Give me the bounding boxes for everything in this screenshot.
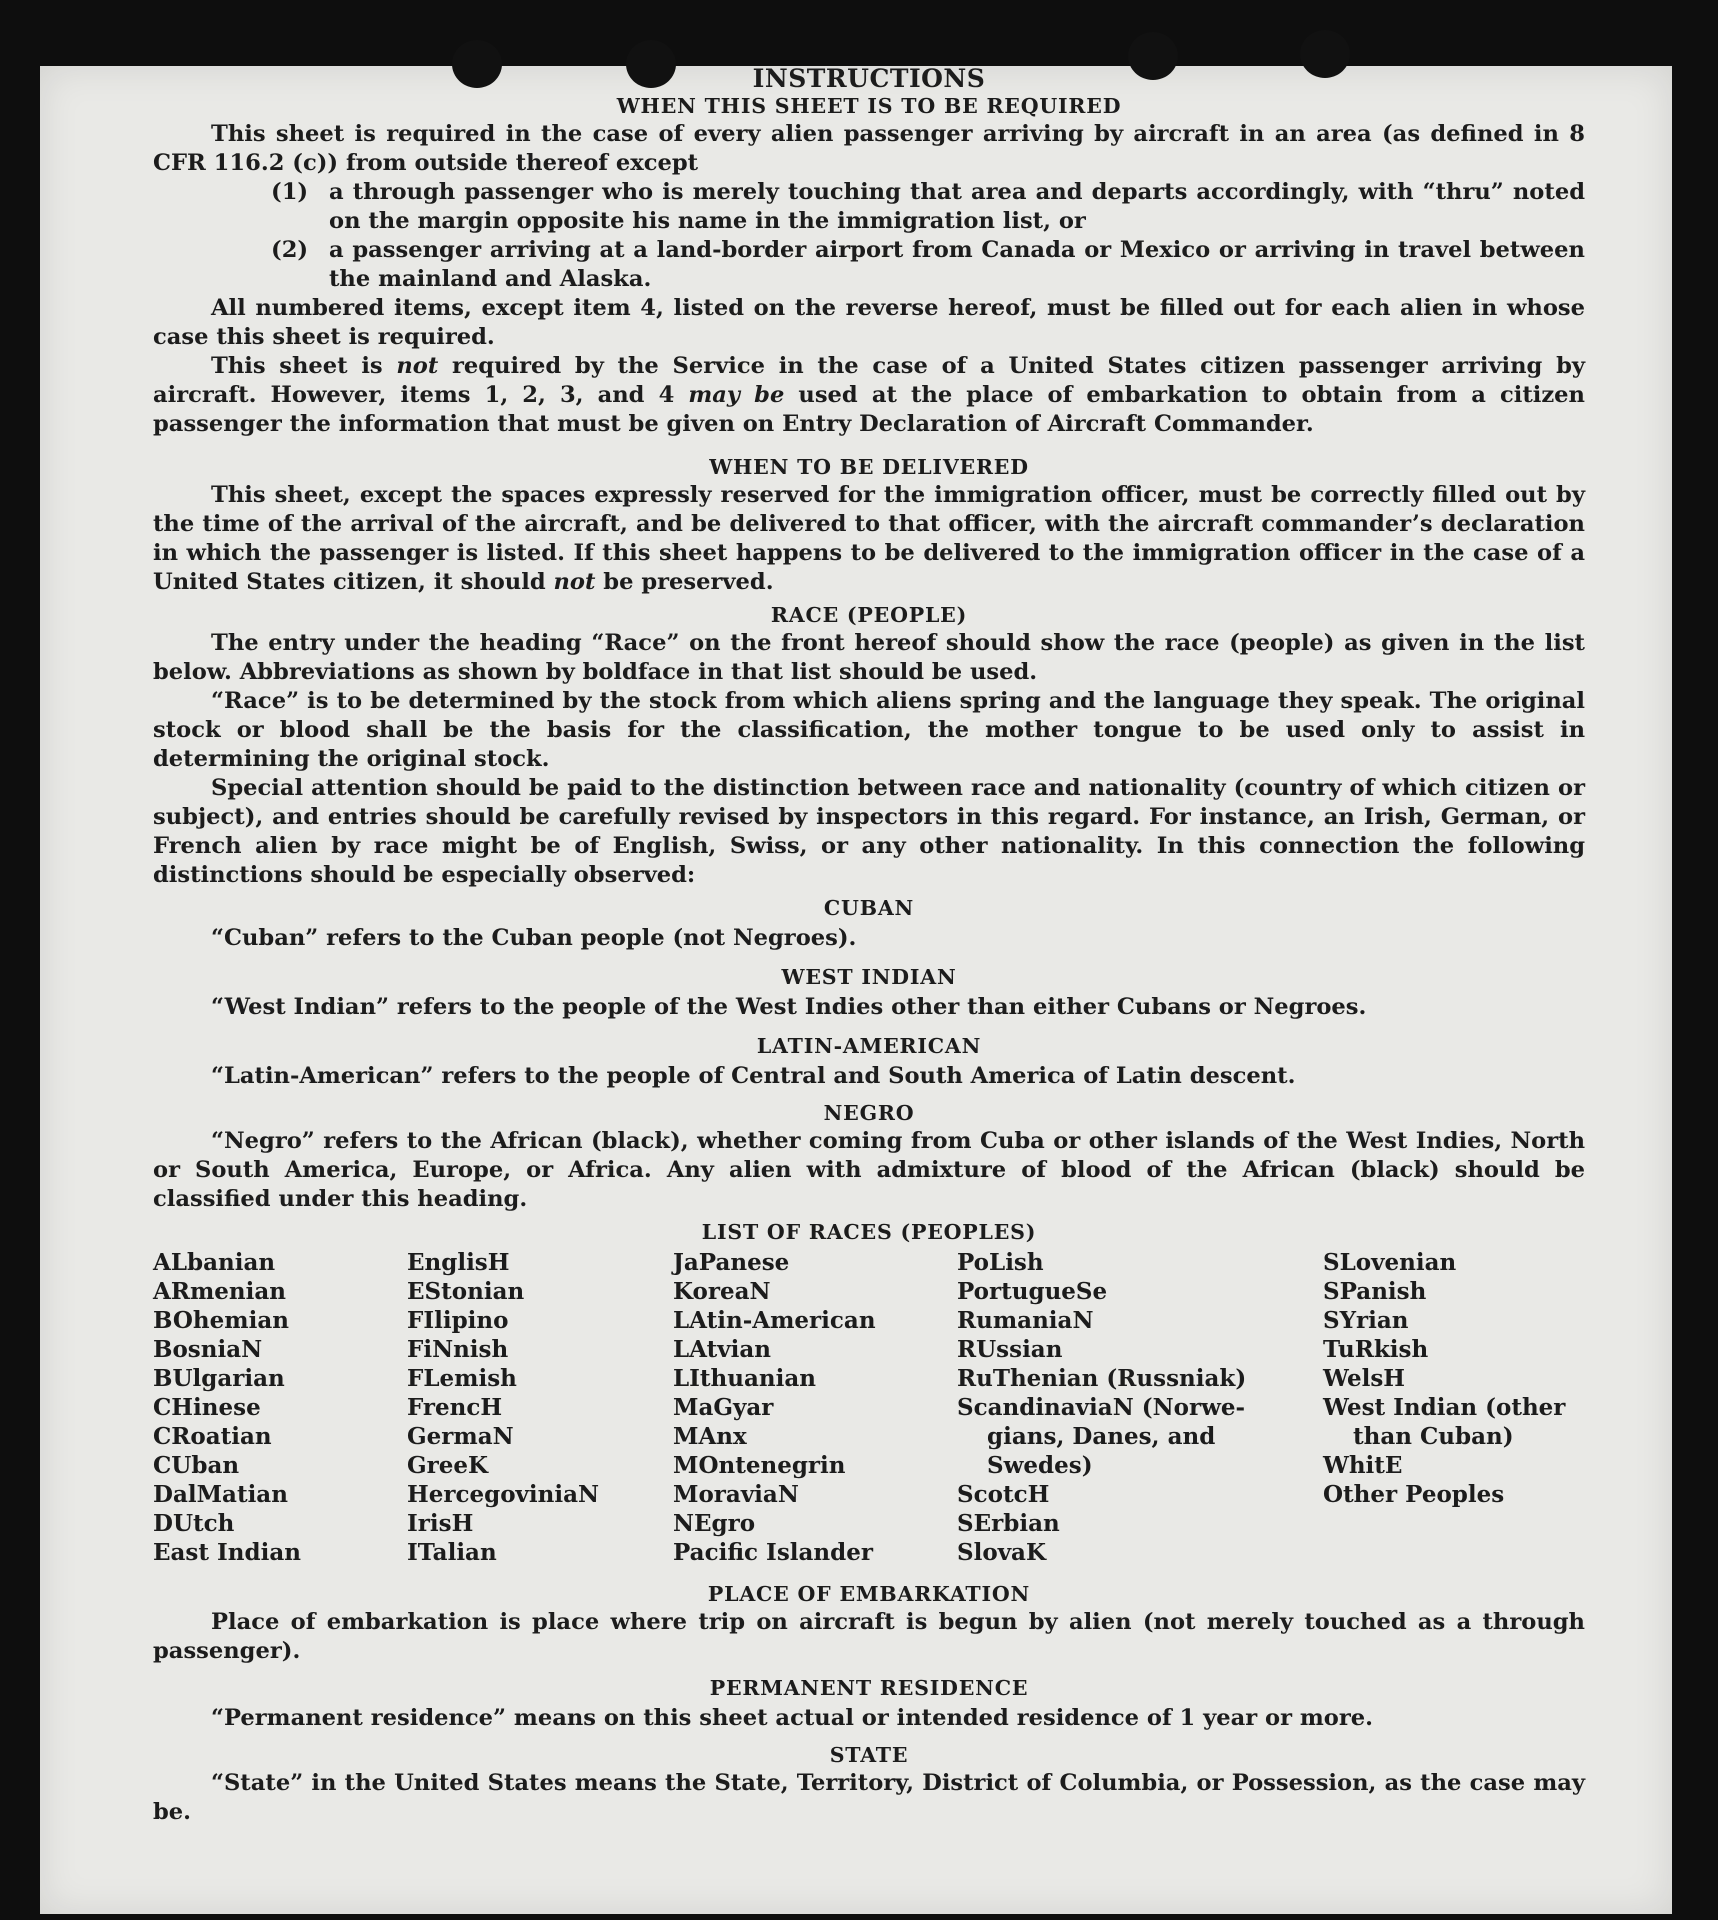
race-column-1 bbox=[153, 1248, 301, 1567]
race-item: MAnx bbox=[673, 1423, 747, 1450]
west-indian-paragraph: “West Indian” refers to the people of the West Indies other than either Cubans or Negroes. bbox=[211, 994, 1367, 1020]
race-item: PortugueSe bbox=[957, 1278, 1108, 1305]
race-item-continued: than Cuban) bbox=[1353, 1423, 1514, 1450]
race-item: SLovenian bbox=[1323, 1249, 1457, 1276]
race-item: GermaN bbox=[407, 1423, 514, 1450]
race-item: LIthuanian bbox=[673, 1365, 816, 1392]
race-item: EnglisH bbox=[407, 1249, 510, 1276]
section-heading-latin-american: LATIN-AMERICAN bbox=[756, 1034, 982, 1058]
citizen-paragraph: This sheet is not required by the Service in the case of a United States citizen passenger arriving by aircraft. However, items 1, 2, 3, and 4 may be used at the place of embarkation to obtain from a citizen passenger the information that must be given on Entry Declaration of Aircraft Commander. bbox=[153, 353, 1585, 437]
race-item: ScandinaviaN (Norwe- bbox=[957, 1394, 1246, 1421]
race-item: SYrian bbox=[1323, 1307, 1409, 1334]
section-heading-delivered: WHEN TO BE DELIVERED bbox=[709, 455, 1029, 479]
race-item: ARmenian bbox=[153, 1278, 287, 1305]
race-paragraph-1: The entry under the heading “Race” on the front hereof should show the race (people) as given in the list below. Abbreviations as shown by boldface in that list should be used. bbox=[153, 630, 1585, 685]
race-item: SPanish bbox=[1323, 1278, 1427, 1305]
section-heading-required: WHEN THIS SHEET IS TO BE REQUIRED bbox=[616, 94, 1122, 118]
race-item: LAtvian bbox=[673, 1336, 771, 1363]
race-item: EStonian bbox=[407, 1278, 525, 1305]
section-heading-embarkation: PLACE OF EMBARKATION bbox=[707, 1582, 1031, 1606]
section-heading-state: STATE bbox=[829, 1743, 909, 1767]
race-item: GreeK bbox=[407, 1452, 489, 1479]
item-text: a through passenger who is merely touching that area and departs accordingly, with “thru” noted on the margin opposite his name in the immigration list, or bbox=[329, 179, 1585, 234]
race-item-continued: Swedes) bbox=[987, 1452, 1093, 1479]
race-paragraph-2: “Race” is to be determined by the stock from which aliens spring and the language they speak. The original stock or blood shall be the basis for the classification, the mother tongue to be used only to assist in determining the original stock. bbox=[153, 688, 1585, 772]
race-item: PoLish bbox=[957, 1249, 1044, 1276]
required-paragraph: This sheet is required in the case of every alien passenger arriving by aircraft in an area (as defined in 8 CFR 116.2 (c)) from outside thereof except bbox=[153, 121, 1585, 176]
race-item: RumaniaN bbox=[957, 1307, 1094, 1334]
latin-american-paragraph: “Latin-American” refers to the people of Central and South America of Latin descent. bbox=[211, 1063, 1296, 1089]
race-column-5 bbox=[1323, 1248, 1565, 1509]
race-item: MOntenegrin bbox=[673, 1452, 846, 1479]
race-item: West Indian (other bbox=[1323, 1394, 1566, 1421]
exception-item-2 bbox=[271, 236, 1585, 294]
race-item: FrencH bbox=[407, 1394, 503, 1421]
race-item: RUssian bbox=[957, 1336, 1063, 1363]
race-item: ITalian bbox=[407, 1539, 497, 1566]
race-item: JaPanese bbox=[673, 1249, 790, 1276]
scan-border bbox=[1672, 0, 1718, 1920]
exception-item-1 bbox=[271, 178, 1585, 236]
page-title: INSTRUCTIONS bbox=[752, 64, 986, 93]
race-item-continued: gians, Danes, and bbox=[987, 1423, 1216, 1450]
state-paragraph: “State” in the United States means the State, Territory, District of Columbia, or Possession, as the case may be. bbox=[153, 1770, 1585, 1825]
cuban-paragraph: “Cuban” refers to the Cuban people (not Negroes). bbox=[211, 925, 857, 951]
race-column-3 bbox=[673, 1248, 876, 1567]
race-item: Other Peoples bbox=[1323, 1481, 1505, 1508]
item-text: a passenger arriving at a land-border airport from Canada or Mexico or arriving in travel between the mainland and Alaska. bbox=[329, 237, 1585, 292]
race-item: SlovaK bbox=[957, 1539, 1046, 1566]
numbered-items-paragraph: All numbered items, except item 4, listed on the reverse hereof, must be filled out for each alien in whose case this sheet is required. bbox=[153, 295, 1585, 350]
negro-paragraph: “Negro” refers to the African (black), whether coming from Cuba or other islands of the West Indies, North or South America, Europe, or Africa. Any alien with admixture of blood of the African (black) should be classified under this heading. bbox=[153, 1128, 1585, 1212]
race-item: ALbanian bbox=[153, 1249, 276, 1276]
race-item: BUlgarian bbox=[153, 1365, 285, 1392]
race-item: FiNnish bbox=[407, 1336, 509, 1363]
instructions-body bbox=[153, 62, 1585, 1827]
race-item: CRoatian bbox=[153, 1423, 272, 1450]
list-of-races-heading: LIST OF RACES (PEOPLES) bbox=[701, 1220, 1037, 1244]
race-item: WhitE bbox=[1323, 1452, 1403, 1479]
race-item: Pacific Islander bbox=[673, 1539, 873, 1566]
residence-paragraph: “Permanent residence” means on this sheet actual or intended residence of 1 year or more. bbox=[211, 1705, 1374, 1731]
item-number: (2) bbox=[271, 237, 309, 263]
race-item: TuRkish bbox=[1323, 1336, 1429, 1363]
race-list bbox=[153, 1248, 1585, 1568]
race-column-2 bbox=[407, 1248, 599, 1567]
race-item: RuThenian (Russniak) bbox=[957, 1365, 1247, 1392]
section-heading-race: RACE (PEOPLE) bbox=[770, 603, 968, 627]
race-item: ScotcH bbox=[957, 1481, 1050, 1508]
race-item: HercegoviniaN bbox=[407, 1481, 600, 1508]
race-column-4 bbox=[957, 1248, 1247, 1567]
delivered-paragraph: This sheet, except the spaces expressly reserved for the immigration officer, must be correctly filled out by the time of the arrival of the aircraft, and be delivered to that officer, with the aircraft commander’s declaration in which the passenger is listed. If this sheet happens to be delivered to the immigration officer in the case of a United States citizen, it should not be preserved. bbox=[153, 482, 1585, 595]
item-number: (1) bbox=[271, 179, 309, 205]
race-item: IrisH bbox=[407, 1510, 474, 1537]
race-item: KoreaN bbox=[673, 1278, 771, 1305]
race-item: CHinese bbox=[153, 1394, 261, 1421]
race-item: BOhemian bbox=[153, 1307, 289, 1334]
race-item: DalMatian bbox=[153, 1481, 288, 1508]
section-heading-west-indian: WEST INDIAN bbox=[781, 965, 957, 989]
embarkation-paragraph: Place of embarkation is place where trip on aircraft is begun by alien (not merely touched as a through passenger). bbox=[153, 1609, 1585, 1664]
race-item: East Indian bbox=[153, 1539, 301, 1566]
race-item: MoraviaN bbox=[673, 1481, 799, 1508]
race-item: MaGyar bbox=[673, 1394, 774, 1421]
race-item: SErbian bbox=[957, 1510, 1060, 1537]
section-heading-residence: PERMANENT RESIDENCE bbox=[709, 1676, 1029, 1700]
race-item: DUtch bbox=[153, 1510, 235, 1537]
race-item: NEgro bbox=[673, 1510, 756, 1537]
race-item: CUban bbox=[153, 1452, 240, 1479]
race-item: FIlipino bbox=[407, 1307, 509, 1334]
race-item: LAtin-American bbox=[673, 1307, 876, 1334]
race-item: WelsH bbox=[1323, 1365, 1406, 1392]
race-item: FLemish bbox=[407, 1365, 517, 1392]
section-heading-negro: NEGRO bbox=[823, 1101, 915, 1125]
race-paragraph-3: Special attention should be paid to the distinction between race and nationality (country of which citizen or subject), and entries should be carefully revised by inspectors in this regard. For instance, an Irish, German, or French alien by race might be of English, Swiss, or any other nationality. In this connection the following distinctions should be especially observed: bbox=[153, 775, 1585, 888]
race-item: BosniaN bbox=[153, 1336, 263, 1363]
section-heading-cuban: CUBAN bbox=[823, 896, 915, 920]
